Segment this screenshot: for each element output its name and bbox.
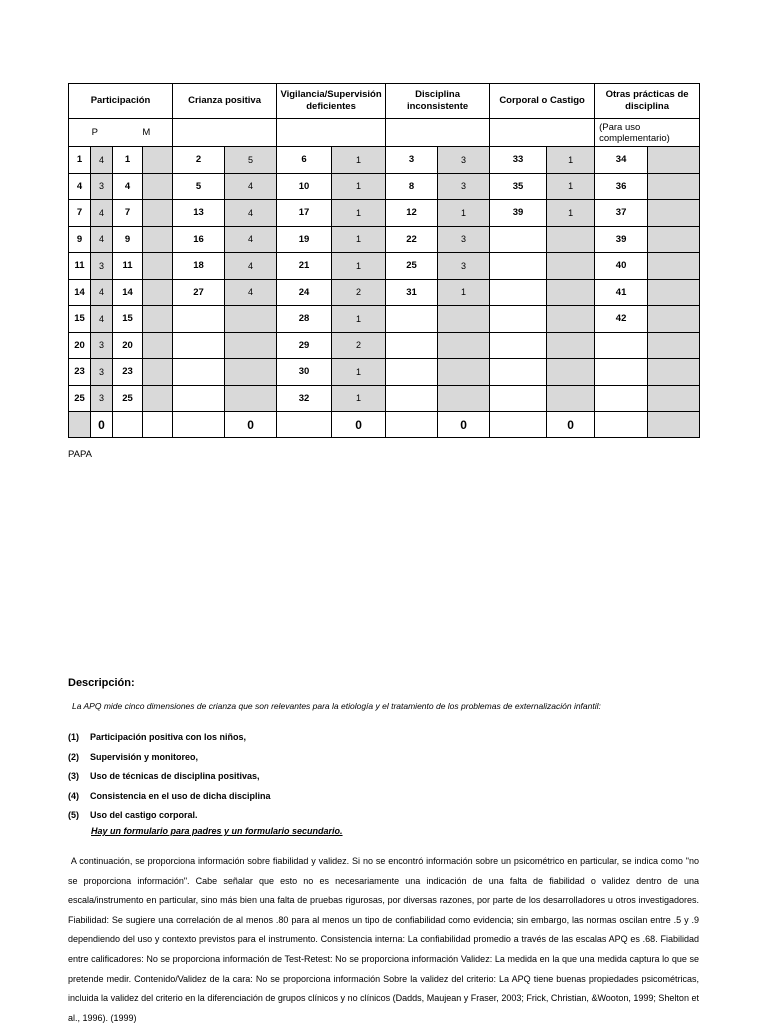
table-cell: 36: [595, 173, 648, 200]
totals-row: [69, 412, 700, 438]
table-cell: [143, 173, 173, 200]
table-cell: 9: [69, 226, 91, 253]
subheader-p: P: [91, 127, 98, 138]
table-cell: 4: [113, 173, 143, 200]
subheader-empty: [490, 119, 595, 147]
table-cell: [173, 332, 225, 359]
table-cell: 7: [69, 200, 91, 227]
table-cell: [648, 200, 700, 227]
table-cell: 40: [595, 253, 648, 280]
table-cell: 4: [91, 306, 113, 333]
subheader-empty: [277, 119, 386, 147]
table-cell: [648, 385, 700, 412]
table-row: [69, 359, 700, 386]
table-cell: [648, 359, 700, 386]
table-cell: [648, 226, 700, 253]
table-cell: [438, 385, 490, 412]
table-cell: 35: [490, 173, 547, 200]
table-cell: 1: [332, 253, 386, 280]
total-cell: 0: [91, 412, 113, 438]
table-cell: 8: [386, 173, 438, 200]
total-cell: 0: [547, 412, 595, 438]
table-cell: 1: [69, 147, 91, 174]
table-cell: 30: [277, 359, 332, 386]
table-cell: [438, 359, 490, 386]
table-cell: 1: [113, 147, 143, 174]
table-row: [69, 332, 700, 359]
table-cell: 16: [173, 226, 225, 253]
table-cell: 1: [332, 385, 386, 412]
table-cell: 1: [547, 200, 595, 227]
table-cell: 12: [386, 200, 438, 227]
table-cell: 3: [386, 147, 438, 174]
subheader-empty: [173, 119, 277, 147]
table-cell: 23: [69, 359, 91, 386]
list-item: (5) Uso del castigo corporal.: [68, 810, 198, 820]
table-cell: 2: [332, 332, 386, 359]
reliability-paragraph: A continuación, se proporciona información sobre fiabilidad y validez. Si no se encontró información sobre un psicométrico en particular, se indica como "no se proporciona información". Cabe señalar que esto no es necesariamente una indicación de una falta de fiabilidad o validez dentro de una escala/instrumento en particular, sino más bien una falta de pruebas rigurosas, por diversas razones, por parte de los desarrolladores u otros investigadores. Fiabilidad: Se sugiere una correlación de al menos .80 para al menos un tipo de confiabilidad como evidencia; sin embargo, las normas oscilan entre .5 y .9 dependiendo del uso y contexto previstos para el instrumento. Consistencia interna: La confiabilidad promedio a través de las escalas APQ es .68. Fiabilidad entre calificadores: No se proporciona información de Test-Retest: No se proporciona información Validez: La medida en la que una medida captura lo que se pretende medir. Contenido/Validez de la cara: No se proporciona información Sobre la validez del criterio: La APQ tiene buenas propiedades psicométricas, incluida la validez del criterio en la diferenciación de grupos clínicos y no clínicos (Dadds, Maujean y Fraser, 2003; Frick, Christian, &Wooton, 1999; Shelton et al., 1996). (1999): [68, 856, 699, 1023]
total-cell: [69, 412, 91, 438]
table-cell: [143, 279, 173, 306]
table-row: [69, 279, 700, 306]
table-cell: 1: [547, 147, 595, 174]
total-cell: 0: [225, 412, 277, 438]
table-cell: 23: [113, 359, 143, 386]
table-cell: 3: [438, 173, 490, 200]
table-cell: 25: [113, 385, 143, 412]
header-vigilancia: Vigilancia/Supervisión deficientes: [277, 84, 386, 119]
table-cell: 4: [225, 279, 277, 306]
table-cell: [143, 200, 173, 227]
table-cell: 39: [595, 226, 648, 253]
table-cell: 14: [69, 279, 91, 306]
subheader-m: M: [142, 127, 151, 138]
table-cell: 1: [332, 147, 386, 174]
header-disciplina-inconsistente: Disciplina inconsistente: [386, 84, 490, 119]
table-cell: 3: [91, 332, 113, 359]
total-cell: [113, 412, 143, 438]
table-cell: 2: [332, 279, 386, 306]
table-cell: [386, 332, 438, 359]
table-cell: [490, 332, 547, 359]
table-cell: [438, 332, 490, 359]
table-cell: 4: [69, 173, 91, 200]
table-cell: [225, 306, 277, 333]
table-cell: 33: [490, 147, 547, 174]
table-cell: 1: [332, 306, 386, 333]
header-otras-practicas: Otras prácticas de disciplina: [595, 84, 700, 119]
table-cell: 14: [113, 279, 143, 306]
table-cell: 41: [595, 279, 648, 306]
total-cell: [595, 412, 648, 438]
table-cell: 3: [91, 359, 113, 386]
table-cell: 1: [547, 173, 595, 200]
table-cell: 9: [113, 226, 143, 253]
description-title: Descripción:: [68, 677, 135, 689]
table-cell: 4: [91, 200, 113, 227]
table-cell: [547, 226, 595, 253]
table-cell: [547, 332, 595, 359]
table-cell: 34: [595, 147, 648, 174]
table-cell: [143, 226, 173, 253]
table-cell: 1: [332, 226, 386, 253]
table-cell: 3: [91, 253, 113, 280]
subheader-complementario: (Para uso complementario): [595, 119, 700, 147]
table-cell: 27: [173, 279, 225, 306]
table-cell: [648, 173, 700, 200]
table-cell: 24: [277, 279, 332, 306]
table-cell: 31: [386, 279, 438, 306]
table-cell: 5: [225, 147, 277, 174]
table-cell: [547, 385, 595, 412]
table-cell: [547, 306, 595, 333]
table-row: [69, 173, 700, 200]
table-cell: 1: [332, 359, 386, 386]
table-cell: 37: [595, 200, 648, 227]
subheader-p-m: [69, 119, 173, 147]
table-cell: 4: [91, 279, 113, 306]
table-cell: 4: [91, 147, 113, 174]
papa-label: PAPA: [68, 449, 92, 460]
table-cell: 1: [332, 173, 386, 200]
description-intro: La APQ mide cinco dimensiones de crianza que son relevantes para la etiología y el tratamiento de los problemas de externalización infantil:: [72, 701, 601, 711]
table-cell: 17: [277, 200, 332, 227]
table-cell: 15: [113, 306, 143, 333]
list-item: (2) Supervisión y monitoreo,: [68, 751, 199, 762]
table-cell: [173, 359, 225, 386]
table-cell: [595, 332, 648, 359]
table-cell: 3: [438, 147, 490, 174]
table-row: [69, 385, 700, 412]
table-cell: 3: [91, 173, 113, 200]
forms-note: Hay un formulario para padres y un formulario secundario.: [91, 826, 343, 836]
table-cell: 2: [173, 147, 225, 174]
table-cell: [490, 226, 547, 253]
table-cell: 4: [225, 200, 277, 227]
dimension-list: [68, 728, 699, 826]
table-cell: [143, 359, 173, 386]
table-cell: [386, 306, 438, 333]
header-crianza-positiva: Crianza positiva: [173, 84, 277, 119]
table-cell: [143, 332, 173, 359]
table-cell: 4: [225, 226, 277, 253]
table-row: [69, 226, 700, 253]
header-corporal: Corporal o Castigo: [490, 84, 595, 119]
table-cell: [225, 332, 277, 359]
table-cell: [386, 359, 438, 386]
table-cell: 4: [225, 173, 277, 200]
table-cell: [595, 385, 648, 412]
table-cell: 28: [277, 306, 332, 333]
table-row: [69, 200, 700, 227]
total-cell: [173, 412, 225, 438]
table-cell: [173, 385, 225, 412]
table-cell: 25: [69, 385, 91, 412]
total-cell: [648, 412, 700, 438]
total-cell: 0: [332, 412, 386, 438]
table-cell: 22: [386, 226, 438, 253]
table-cell: 3: [438, 226, 490, 253]
list-item: (3) Uso de técnicas de disciplina positivas,: [68, 771, 260, 781]
table-row: [69, 253, 700, 280]
table-cell: [490, 306, 547, 333]
table-cell: [490, 253, 547, 280]
table-cell: [648, 306, 700, 333]
table-cell: 1: [438, 279, 490, 306]
table-row: [69, 306, 700, 333]
table-cell: 6: [277, 147, 332, 174]
total-cell: 0: [438, 412, 490, 438]
table-cell: 42: [595, 306, 648, 333]
table-cell: 4: [225, 253, 277, 280]
table-cell: [225, 359, 277, 386]
table-cell: 18: [173, 253, 225, 280]
table-cell: [490, 385, 547, 412]
table-cell: 21: [277, 253, 332, 280]
table-cell: [143, 306, 173, 333]
table-cell: [438, 306, 490, 333]
table-cell: [490, 359, 547, 386]
total-cell: [490, 412, 547, 438]
table-cell: [225, 385, 277, 412]
table-cell: [173, 306, 225, 333]
table-cell: [547, 279, 595, 306]
total-cell: [277, 412, 332, 438]
table-cell: 20: [69, 332, 91, 359]
list-item: (4) Consistencia en el uso de dicha disciplina: [68, 790, 271, 801]
table-cell: 5: [173, 173, 225, 200]
table-cell: 25: [386, 253, 438, 280]
table-cell: 11: [113, 253, 143, 280]
table-cell: 11: [69, 253, 91, 280]
table-cell: [386, 385, 438, 412]
subheader-empty: [386, 119, 490, 147]
table-cell: 1: [332, 200, 386, 227]
table-cell: 4: [91, 226, 113, 253]
table-cell: [648, 332, 700, 359]
table-cell: 3: [91, 385, 113, 412]
table-cell: [648, 147, 700, 174]
apq-score-table: [68, 83, 700, 438]
table-cell: [648, 279, 700, 306]
table-cell: [648, 253, 700, 280]
header-participacion: Participación: [69, 84, 173, 119]
table-cell: 20: [113, 332, 143, 359]
table-cell: [547, 359, 595, 386]
table-cell: [490, 279, 547, 306]
table-cell: 39: [490, 200, 547, 227]
list-item: (1) Participación positiva con los niños,: [68, 732, 247, 742]
table-cell: [547, 253, 595, 280]
table-cell: 13: [173, 200, 225, 227]
table-cell: [143, 385, 173, 412]
table-cell: [143, 147, 173, 174]
table-cell: 32: [277, 385, 332, 412]
table-cell: [143, 253, 173, 280]
table-cell: 19: [277, 226, 332, 253]
table-row: [69, 147, 700, 174]
table-cell: 3: [438, 253, 490, 280]
table-cell: 7: [113, 200, 143, 227]
table-cell: 29: [277, 332, 332, 359]
total-cell: [386, 412, 438, 438]
table-cell: 10: [277, 173, 332, 200]
total-cell: [143, 412, 173, 438]
table-cell: [595, 359, 648, 386]
table-cell: 1: [438, 200, 490, 227]
table-cell: 15: [69, 306, 91, 333]
